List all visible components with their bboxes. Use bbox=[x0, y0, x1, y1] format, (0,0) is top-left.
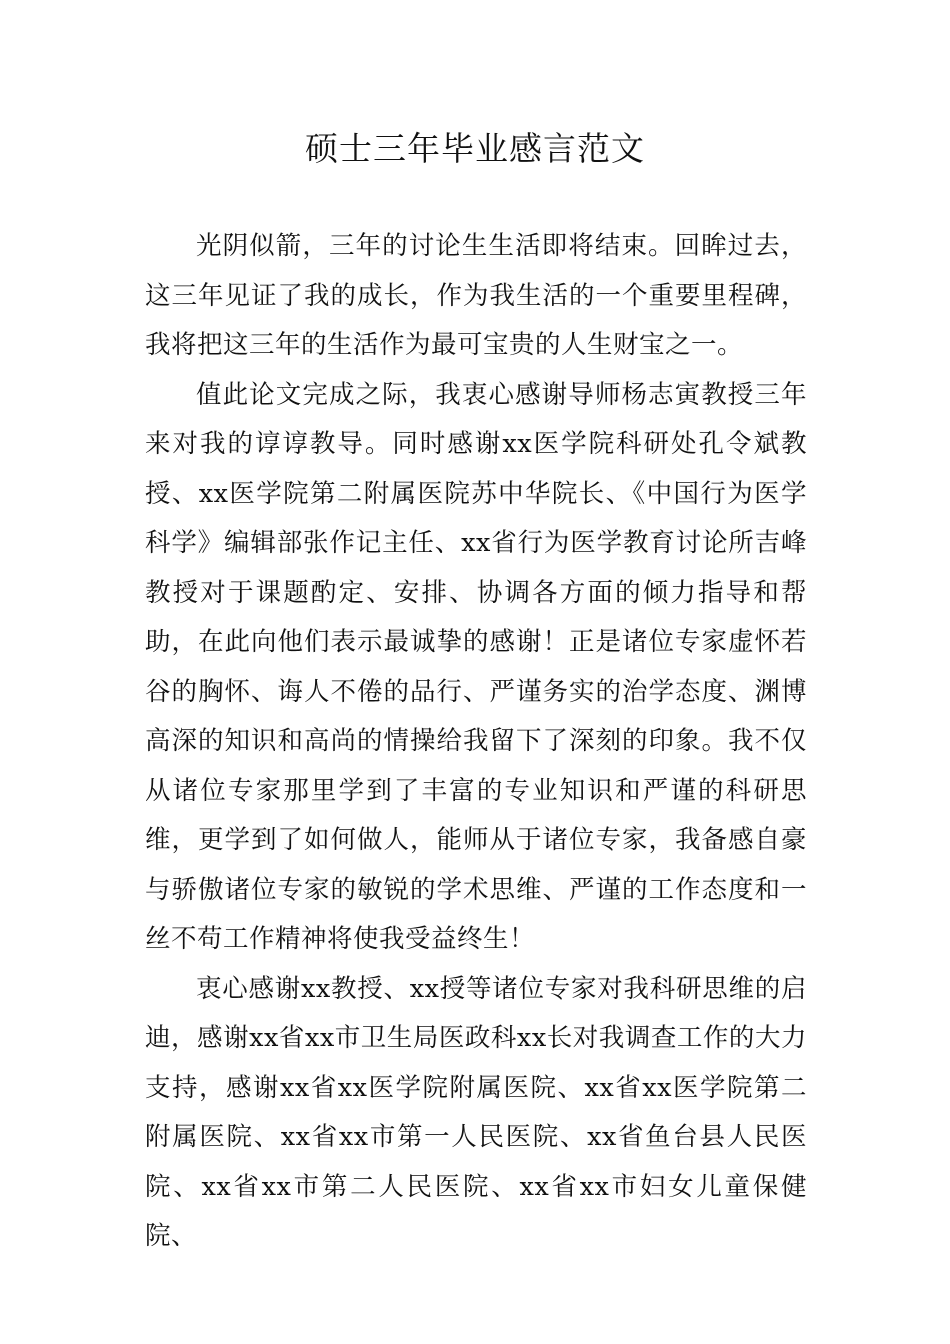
document-body bbox=[145, 222, 807, 1262]
paragraph-1: 光阴似箭，三年的讨论生生活即将结束。回眸过去，这三年见证了我的成长，作为我生活的一个重要里程碑，我将把这三年的生活作为最可宝贵的人生财宝之一。 bbox=[145, 231, 807, 360]
paragraph-2: 值此论文完成之际，我衷心感谢导师杨志寅教授三年来对我的谆谆教导。同时感谢xx医学院科研处孔令斌教授、xx医学院第二附属医院苏中华院长、《中国行为医学科学》编辑部张作记主任、xx省行为医学教育讨论所吉峰教授对于课题酌定、安排、协调各方面的倾力指导和帮助，在此向他们表示最诚挚的感谢！正是诸位专家虚怀若谷的胸怀、诲人不倦的品行、严谨务实的治学态度、渊博高深的知识和高尚的情操给我留下了深刻的印象。我不仅从诸位专家那里学到了丰富的专业知识和严谨的科研思维，更学到了如何做人，能师从于诸位专家，我备感自豪与骄傲诸位专家的敏锐的学术思维、严谨的工作态度和一丝不苟工作精神将使我受益终生！ bbox=[145, 379, 807, 954]
paragraph-3: 衷心感谢xx教授、xx授等诸位专家对我科研思维的启迪，感谢xx省xx市卫生局医政科xx长对我调查工作的大力支持，感谢xx省xx医学院附属医院、xx省xx医学院第二附属医院、xx省xx市第一人民医院、xx省鱼台县人民医院、xx省xx市第二人民医院、xx省xx市妇女儿童保健院、 bbox=[145, 973, 807, 1251]
document-title: 硕士三年毕业感言范文 bbox=[305, 129, 645, 168]
